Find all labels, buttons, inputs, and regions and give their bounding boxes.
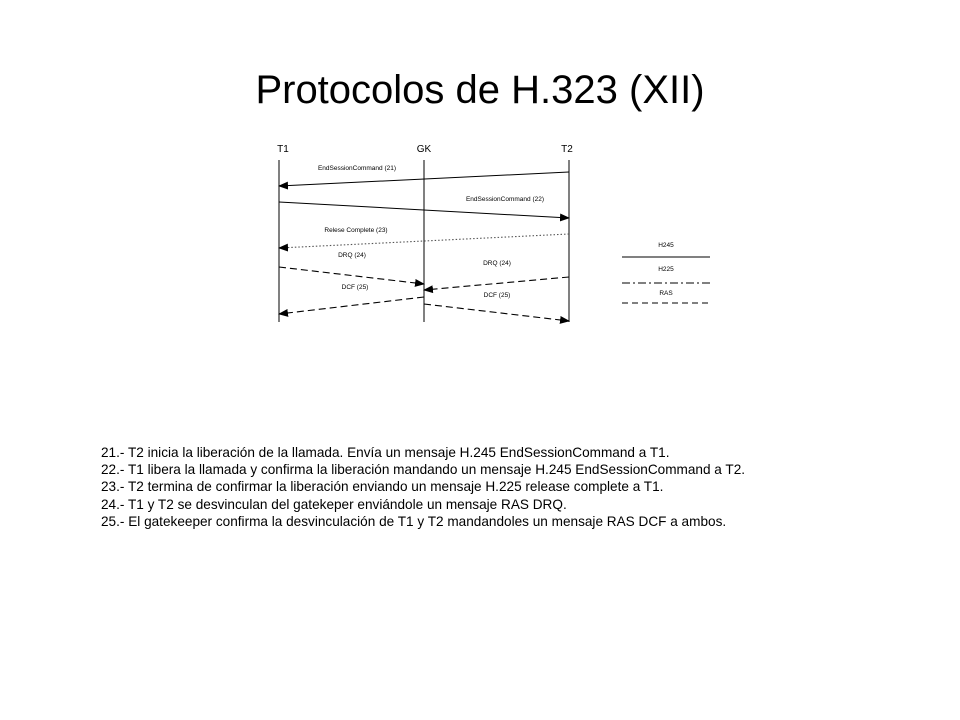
message-arrow-5	[424, 277, 569, 290]
message-arrow-6	[279, 297, 424, 314]
message-label-2: EndSessionCommand (22)	[465, 196, 545, 203]
message-arrow-4	[279, 267, 424, 284]
message-label-3: Relese Complete (23)	[324, 227, 388, 234]
note-line: 25.- El gatekeeper confirma la desvinculación de T1 y T2 mandandoles un mensaje RAS DCF a ambos.	[101, 513, 727, 529]
message-label-4: DRQ (24)	[338, 252, 366, 259]
legend-label-h225: H225	[658, 266, 674, 273]
message-label-1: EndSessionCommand (21)	[317, 165, 397, 172]
entity-label-gk: GK	[416, 144, 432, 155]
legend	[622, 242, 710, 303]
note-line: 21.- T2 inicia la liberación de la llamada. Envía un mensaje H.245 EndSessionCommand a T1.	[101, 445, 670, 460]
message-arrow-7	[424, 304, 569, 321]
legend-label-h245: H245	[658, 242, 674, 249]
note-line: 24.- T1 y T2 se desvinculan del gatekeper enviándole un mensaje RAS DRQ.	[101, 496, 567, 512]
entity-label-t2: T2	[561, 144, 573, 155]
note-line: 22.- T1 libera la llamada y confirma la liberación mandando un mensaje H.245 EndSessionCommand a T2.	[101, 462, 746, 478]
explanation-notes	[101, 444, 921, 530]
legend-label-ras: RAS	[659, 290, 673, 297]
message-label-7: DCF (25)	[483, 292, 511, 299]
message-label-6: DCF (25)	[341, 284, 369, 291]
message-label-5: DRQ (24)	[483, 260, 511, 267]
slide-title: Protocolos de H.323 (XII)	[255, 68, 705, 112]
entity-label-t1: T1	[277, 144, 289, 155]
note-line: 23.- T2 termina de confirmar la liberación enviando un mensaje H.225 release complete a T1.	[101, 479, 664, 495]
